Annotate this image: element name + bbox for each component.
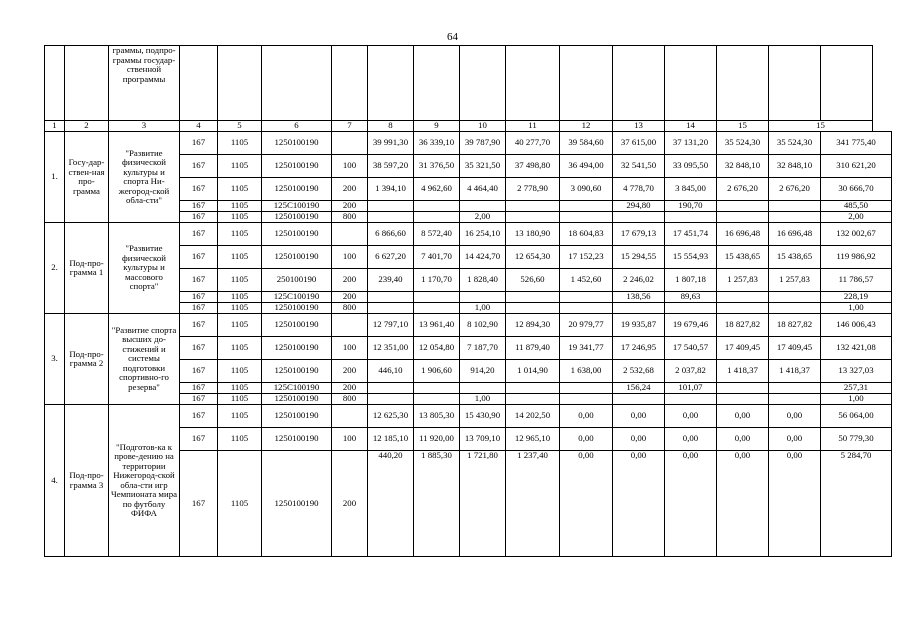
table-cell: [560, 394, 613, 405]
table-cell: 12 654,30: [506, 246, 560, 269]
table-cell: 1105: [218, 314, 262, 337]
table-cell: [368, 292, 414, 303]
table-cell: 100: [332, 155, 368, 178]
table-cell: 200: [332, 292, 368, 303]
table-cell: 12 894,30: [506, 314, 560, 337]
table-cell: 12 797,10: [368, 314, 414, 337]
table-cell: 167: [180, 451, 218, 557]
table-cell: 1105: [218, 223, 262, 246]
table-cell: [332, 405, 368, 428]
table-cell: 89,63: [665, 292, 717, 303]
table-cell: 200: [332, 360, 368, 383]
table-cell: [769, 394, 821, 405]
table-cell: 132 002,67: [821, 223, 892, 246]
table-cell: 167: [180, 394, 218, 405]
table-cell: [368, 383, 414, 394]
table-cell: 200: [332, 451, 368, 557]
table-cell: 39 787,90: [460, 132, 506, 155]
table-cell: [717, 201, 769, 212]
table-cell: 2,00: [821, 212, 892, 223]
table-cell: 39 584,60: [560, 132, 613, 155]
table-cell: 200: [332, 269, 368, 292]
table-cell: 17 451,74: [665, 223, 717, 246]
table-cell: 294,80: [613, 201, 665, 212]
table-cell: 440,20: [368, 451, 414, 557]
table-cell: [769, 303, 821, 314]
table-cell: [460, 292, 506, 303]
table-row: [45, 132, 892, 155]
table-cell: [506, 303, 560, 314]
table-cell: 1105: [218, 212, 262, 223]
table-cell: 0,00: [665, 428, 717, 451]
table-cell: [665, 303, 717, 314]
table-cell: 0,00: [769, 405, 821, 428]
table-cell: [368, 212, 414, 223]
table-cell: 32 541,50: [613, 155, 665, 178]
table-cell: 15 294,55: [613, 246, 665, 269]
column-number: 14: [665, 121, 717, 132]
table-cell: [769, 201, 821, 212]
table-cell: [665, 394, 717, 405]
table-cell: 1250100190: [262, 132, 332, 155]
table-cell: 1105: [218, 269, 262, 292]
table-cell: [414, 212, 460, 223]
table-cell: 167: [180, 360, 218, 383]
table-cell: 14 424,70: [460, 246, 506, 269]
table-cell: 100: [332, 428, 368, 451]
table-cell: 1105: [218, 178, 262, 201]
column-numbers-row: [45, 121, 892, 132]
table-cell: 1 638,00: [560, 360, 613, 383]
table-cell: 0,00: [560, 428, 613, 451]
table-cell: 167: [180, 405, 218, 428]
table-cell: 119 986,92: [821, 246, 892, 269]
table-cell: 1250100190: [262, 337, 332, 360]
table-cell: 526,60: [506, 269, 560, 292]
table-cell: 20 979,77: [560, 314, 613, 337]
table-cell: 7 401,70: [414, 246, 460, 269]
table-cell: 125C100190: [262, 201, 332, 212]
table-cell: 4 962,60: [414, 178, 460, 201]
table-cell: 1250100190: [262, 314, 332, 337]
table-cell: [717, 212, 769, 223]
column-number: 2: [65, 121, 109, 132]
table-cell: 1250100190: [262, 360, 332, 383]
table-cell: [460, 201, 506, 212]
table-cell: 167: [180, 269, 218, 292]
table-cell: 15 554,93: [665, 246, 717, 269]
table-cell: 200: [332, 383, 368, 394]
table-cell: 167: [180, 337, 218, 360]
table-cell: 1250100190: [262, 405, 332, 428]
program-status: Госу-дар-ствен-ная про-грамма: [65, 132, 109, 223]
table-cell: [506, 212, 560, 223]
table-cell: [460, 383, 506, 394]
column-number: 11: [506, 121, 560, 132]
program-name: "Развитие физической культуры и массового спорта": [109, 223, 180, 314]
table-cell: 35 524,30: [769, 132, 821, 155]
table-cell: 800: [332, 303, 368, 314]
table-cell: [506, 201, 560, 212]
table-cell: 19 935,87: [613, 314, 665, 337]
column-number: 8: [368, 121, 414, 132]
table-cell: 228,19: [821, 292, 892, 303]
table-cell: 167: [180, 201, 218, 212]
table-cell: 35 524,30: [717, 132, 769, 155]
table-cell: 156,24: [613, 383, 665, 394]
table-cell: 132 421,08: [821, 337, 892, 360]
table-cell: 17 679,13: [613, 223, 665, 246]
table-cell: 239,40: [368, 269, 414, 292]
table-cell: 1 721,80: [460, 451, 506, 557]
table-cell: 2 532,68: [613, 360, 665, 383]
table-cell: 167: [180, 428, 218, 451]
table-cell: [717, 394, 769, 405]
table-cell: 1250100190: [262, 223, 332, 246]
program-name: "Развитие спорта высших до-стижений и системы подготовки спортивно-го резерва": [109, 314, 180, 405]
table-cell: 0,00: [613, 451, 665, 557]
program-status: Под-про-грамма 1: [65, 223, 109, 314]
table-cell: [332, 132, 368, 155]
table-cell: 1105: [218, 394, 262, 405]
table-cell: [560, 383, 613, 394]
table-cell: 485,50: [821, 201, 892, 212]
table-cell: 8 102,90: [460, 314, 506, 337]
table-cell: [560, 212, 613, 223]
table-cell: 12 351,00: [368, 337, 414, 360]
table-cell: 18 827,82: [769, 314, 821, 337]
table-cell: 1105: [218, 201, 262, 212]
table-cell: 32 848,10: [769, 155, 821, 178]
table-cell: 6 627,20: [368, 246, 414, 269]
table-cell: 1 452,60: [560, 269, 613, 292]
table-cell: 33 095,50: [665, 155, 717, 178]
table-cell: 50 779,30: [821, 428, 892, 451]
table-cell: [414, 394, 460, 405]
table-cell: 13 805,30: [414, 405, 460, 428]
block-number: 4.: [45, 405, 65, 557]
table-cell: 1105: [218, 132, 262, 155]
table-cell: 17 540,57: [665, 337, 717, 360]
table-cell: 1,00: [460, 394, 506, 405]
table-cell: 146 006,43: [821, 314, 892, 337]
table-cell: 167: [180, 223, 218, 246]
program-name: "Развитие физической культуры и спорта Ни-жегород-ской обла-сти": [109, 132, 180, 223]
table-cell: 125C100190: [262, 383, 332, 394]
table-cell: 1,00: [460, 303, 506, 314]
table-cell: 32 848,10: [717, 155, 769, 178]
table-cell: 12 185,10: [368, 428, 414, 451]
table-cell: [665, 212, 717, 223]
table-cell: 8 572,40: [414, 223, 460, 246]
table-cell: 167: [180, 246, 218, 269]
table-cell: 0,00: [560, 451, 613, 557]
table-cell: 6 866,60: [368, 223, 414, 246]
table-cell: 17 409,45: [717, 337, 769, 360]
table-cell: 914,20: [460, 360, 506, 383]
table-cell: 12 625,30: [368, 405, 414, 428]
budget-table: [44, 45, 892, 557]
table-cell: 2 778,90: [506, 178, 560, 201]
table-cell: 0,00: [717, 451, 769, 557]
table-cell: 36 339,10: [414, 132, 460, 155]
table-cell: 3 845,00: [665, 178, 717, 201]
table-cell: 0,00: [717, 405, 769, 428]
table-cell: 800: [332, 212, 368, 223]
column-number: 13: [613, 121, 665, 132]
table-cell: 1105: [218, 360, 262, 383]
table-cell: 1 394,10: [368, 178, 414, 201]
column-number: 6: [262, 121, 332, 132]
table-cell: 1 014,90: [506, 360, 560, 383]
table-cell: 800: [332, 394, 368, 405]
table-cell: [769, 212, 821, 223]
table-cell: 15 430,90: [460, 405, 506, 428]
column-number: 5: [218, 121, 262, 132]
table-cell: 1105: [218, 246, 262, 269]
table-cell: 446,10: [368, 360, 414, 383]
table-cell: 190,70: [665, 201, 717, 212]
table-cell: 1105: [218, 405, 262, 428]
table-cell: 100: [332, 337, 368, 360]
table-cell: 0,00: [560, 405, 613, 428]
table-cell: [414, 201, 460, 212]
table-cell: 0,00: [613, 428, 665, 451]
table-cell: 167: [180, 292, 218, 303]
column-number: 15: [769, 121, 873, 132]
table-cell: 19 679,46: [665, 314, 717, 337]
table-cell: 1 807,18: [665, 269, 717, 292]
header-row: [45, 46, 892, 121]
table-cell: 1250100190: [262, 246, 332, 269]
table-cell: 0,00: [665, 405, 717, 428]
table-cell: 250100190: [262, 269, 332, 292]
table-cell: 200: [332, 201, 368, 212]
column-number: 10: [460, 121, 506, 132]
table-cell: 1250100190: [262, 303, 332, 314]
table-cell: [414, 303, 460, 314]
table-cell: [717, 303, 769, 314]
table-cell: 1250100190: [262, 212, 332, 223]
table-cell: 13 709,10: [460, 428, 506, 451]
table-cell: 37 131,20: [665, 132, 717, 155]
program-status: Под-про-грамма 3: [65, 405, 109, 557]
table-cell: [332, 314, 368, 337]
table-cell: 101,07: [665, 383, 717, 394]
table-cell: 13 961,40: [414, 314, 460, 337]
table-cell: 1,00: [821, 394, 892, 405]
column-number: 9: [414, 121, 460, 132]
table-cell: 12 054,80: [414, 337, 460, 360]
table-cell: 1,00: [821, 303, 892, 314]
table-cell: [368, 394, 414, 405]
table-cell: 30 666,70: [821, 178, 892, 201]
table-cell: 36 494,00: [560, 155, 613, 178]
table-cell: 167: [180, 178, 218, 201]
table-cell: 167: [180, 314, 218, 337]
table-cell: 1250100190: [262, 178, 332, 201]
table-cell: 16 254,10: [460, 223, 506, 246]
column-number: 4: [180, 121, 218, 132]
table-cell: 100: [332, 246, 368, 269]
table-cell: 2,00: [460, 212, 506, 223]
table-cell: [769, 383, 821, 394]
table-cell: 12 965,10: [506, 428, 560, 451]
table-cell: 18 604,83: [560, 223, 613, 246]
table-cell: [506, 394, 560, 405]
table-cell: 1250100190: [262, 428, 332, 451]
table-cell: 0,00: [717, 428, 769, 451]
table-row: [45, 223, 892, 246]
table-cell: 15 438,65: [717, 246, 769, 269]
table-cell: 14 202,50: [506, 405, 560, 428]
table-cell: [414, 383, 460, 394]
column-number: 3: [109, 121, 180, 132]
table-cell: 167: [180, 303, 218, 314]
table-cell: 167: [180, 383, 218, 394]
table-cell: 13 327,03: [821, 360, 892, 383]
table-cell: 7 187,70: [460, 337, 506, 360]
column-number: 1: [45, 121, 65, 132]
table-cell: 3 090,60: [560, 178, 613, 201]
table-cell: 1105: [218, 303, 262, 314]
table-cell: 56 064,00: [821, 405, 892, 428]
table-cell: 0,00: [665, 451, 717, 557]
table-cell: 1 418,37: [717, 360, 769, 383]
table-cell: 17 246,95: [613, 337, 665, 360]
block-number: 2.: [45, 223, 65, 314]
table-cell: 1 906,60: [414, 360, 460, 383]
table-cell: 13 180,90: [506, 223, 560, 246]
table-cell: 11 920,00: [414, 428, 460, 451]
table-cell: 2 246,02: [613, 269, 665, 292]
table-cell: 2 676,20: [769, 178, 821, 201]
table-cell: 0,00: [613, 405, 665, 428]
table-cell: [717, 292, 769, 303]
table-cell: 1 418,37: [769, 360, 821, 383]
table-cell: 167: [180, 212, 218, 223]
table-cell: 1 828,40: [460, 269, 506, 292]
table-cell: 39 991,30: [368, 132, 414, 155]
table-cell: 1 257,83: [717, 269, 769, 292]
table-cell: 1 237,40: [506, 451, 560, 557]
table-cell: 15 438,65: [769, 246, 821, 269]
table-cell: 11 786,57: [821, 269, 892, 292]
table-cell: 18 827,82: [717, 314, 769, 337]
table-cell: 40 277,70: [506, 132, 560, 155]
block-number: 3.: [45, 314, 65, 405]
table-cell: 17 152,23: [560, 246, 613, 269]
table-cell: 341 775,40: [821, 132, 892, 155]
table-cell: 1250100190: [262, 451, 332, 557]
table-cell: 38 597,20: [368, 155, 414, 178]
table-cell: 31 376,50: [414, 155, 460, 178]
table-cell: [769, 292, 821, 303]
table-cell: 4 464,40: [460, 178, 506, 201]
table-cell: 37 615,00: [613, 132, 665, 155]
table-cell: 1105: [218, 337, 262, 360]
table-cell: [560, 201, 613, 212]
table-cell: 167: [180, 155, 218, 178]
table-cell: 16 696,48: [769, 223, 821, 246]
table-cell: [613, 394, 665, 405]
program-name: "Подготов-ка к прове-дению на территории Нижегород-ской обла-сти игр Чемпионата мира по футболу ФИФА: [109, 405, 180, 557]
table-cell: [717, 383, 769, 394]
table-cell: [506, 292, 560, 303]
table-cell: 19 341,77: [560, 337, 613, 360]
page-number: 64: [447, 31, 458, 43]
table-row: [45, 314, 892, 337]
table-cell: 11 879,40: [506, 337, 560, 360]
table-cell: 5 284,70: [821, 451, 892, 557]
header-program-text: граммы, подпро-граммы государ-ственной программы: [109, 46, 180, 121]
table-cell: 1105: [218, 451, 262, 557]
table-cell: 125C100190: [262, 292, 332, 303]
table-cell: 0,00: [769, 428, 821, 451]
table-cell: [506, 383, 560, 394]
column-number: 15: [717, 121, 769, 132]
table-cell: [332, 223, 368, 246]
table-cell: [560, 303, 613, 314]
table-cell: 257,31: [821, 383, 892, 394]
program-status: Под-про-грамма 2: [65, 314, 109, 405]
table-cell: 1250100190: [262, 394, 332, 405]
table-cell: 16 696,48: [717, 223, 769, 246]
table-cell: [368, 201, 414, 212]
table-cell: 1 257,83: [769, 269, 821, 292]
table-cell: 35 321,50: [460, 155, 506, 178]
table-cell: [560, 292, 613, 303]
table-row: [45, 405, 892, 428]
block-number: 1.: [45, 132, 65, 223]
table-cell: 1 170,70: [414, 269, 460, 292]
table-cell: [613, 303, 665, 314]
column-number: 7: [332, 121, 368, 132]
table-cell: 2 676,20: [717, 178, 769, 201]
table-cell: 310 621,20: [821, 155, 892, 178]
table-cell: 1105: [218, 155, 262, 178]
table-cell: 1105: [218, 292, 262, 303]
table-cell: 1105: [218, 428, 262, 451]
table-cell: 200: [332, 178, 368, 201]
table-cell: [368, 303, 414, 314]
table-cell: 1105: [218, 383, 262, 394]
table-cell: 37 498,80: [506, 155, 560, 178]
table-cell: 17 409,45: [769, 337, 821, 360]
table-cell: 1250100190: [262, 155, 332, 178]
table-cell: 138,56: [613, 292, 665, 303]
table-cell: 167: [180, 132, 218, 155]
column-number: 12: [560, 121, 613, 132]
table-cell: [613, 212, 665, 223]
table-cell: 0,00: [769, 451, 821, 557]
table-cell: [414, 292, 460, 303]
table-cell: 1 885,30: [414, 451, 460, 557]
table-cell: 2 037,82: [665, 360, 717, 383]
table-cell: 4 778,70: [613, 178, 665, 201]
